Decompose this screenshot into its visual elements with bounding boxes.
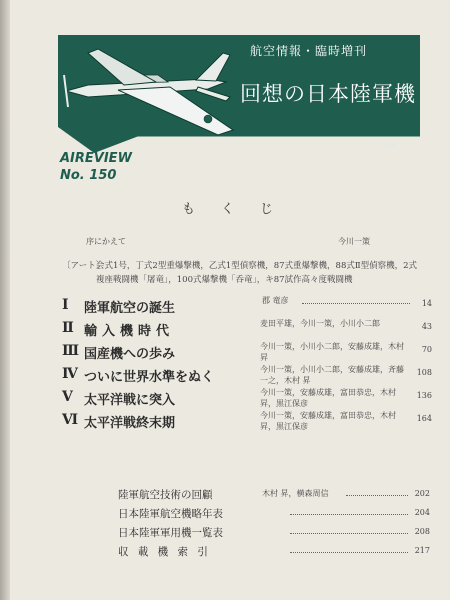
appendix-row[interactable] [118, 486, 430, 505]
art-section [62, 259, 422, 287]
chapter-number: Ⅳ [62, 366, 78, 382]
appendix-page: 202 [414, 489, 430, 498]
chapter-row[interactable] [62, 387, 432, 410]
appendix-list [118, 486, 430, 562]
chapter-row[interactable] [62, 341, 432, 364]
chapter-page: 14 [421, 299, 432, 308]
chapter-number: Ⅴ [62, 389, 73, 405]
appendix-page: 208 [414, 527, 430, 536]
chapter-authors: 今川一策，小川小二郎，安藤成雄，斉藤一之，木村 昇 [260, 365, 404, 385]
chapter-title: 太平洋戦に突入 [84, 393, 176, 408]
chapter-list [62, 295, 432, 433]
chapter-page: 108 [416, 368, 432, 377]
chapter-number: Ⅰ [62, 297, 69, 313]
chapter-page: 70 [421, 345, 432, 354]
art-text: 会式1号，丁式2型重爆撃機，乙式1型偵察機，87式重爆撃機，88式Ⅱ型偵察機，2式複座戦闘機「屠竜」，100式爆撃機「呑竜」，キ87試作高々度戦闘機 [96, 261, 418, 285]
chapter-authors: 今川一策，安藤成雄，富田恭忠，木村 昇，黒江保彦 [260, 411, 396, 431]
chapter-page: 136 [416, 391, 432, 400]
chapter-number: Ⅲ [62, 343, 80, 359]
chapter-page: 43 [421, 322, 432, 331]
leader-dots [302, 303, 410, 304]
chapter-title: ついに世界水準をぬく [84, 370, 215, 385]
appendix-authors: 木村 昇，横森周信 [262, 489, 329, 498]
appendix-row[interactable] [118, 505, 430, 524]
chapter-authors: 麦田平雄，今川一策，小川小二郎 [260, 319, 380, 328]
chapter-title: 輸入機時代 [84, 324, 175, 339]
magazine-main-title: 回想の日本陸軍機 [240, 82, 416, 106]
preface-label: 序にかえて [86, 237, 126, 246]
art-label: 〔アート〕 [62, 261, 105, 271]
chapter-title: 陸軍航空の誕生 [84, 301, 176, 316]
chapter-row[interactable] [62, 295, 432, 318]
chapter-page: 164 [416, 414, 432, 423]
brand-block [60, 150, 132, 184]
chapter-authors: 今川一策，安藤成雄，富田恭忠，木村 昇，黒江保彦 [260, 388, 396, 408]
magazine-subtitle: 航空情報・臨時増刊 [250, 44, 368, 58]
leader-dots [290, 552, 408, 553]
chapter-row[interactable] [62, 318, 432, 341]
appendix-title: 陸軍航空技術の回顧 [118, 489, 213, 501]
appendix-title: 日本陸軍航空機略年表 [118, 508, 223, 520]
appendix-title: 収 載 機 索 引 [118, 546, 211, 558]
chapter-number: Ⅵ [62, 412, 79, 428]
toc-heading: もくじ [182, 202, 300, 217]
chapter-authors: 今川一策，小川小二郎，安藤成雄，木村 昇 [260, 342, 404, 362]
appendix-row[interactable] [118, 543, 430, 562]
appendix-title: 日本陸軍軍用機一覧表 [118, 527, 223, 539]
appendix-page: 217 [414, 546, 430, 555]
chapter-title: 国産機への歩み [84, 347, 176, 362]
page-spine-shadow [0, 0, 10, 600]
brand-name: AIREVIEW [60, 151, 132, 166]
preface-author: 今川一策 [338, 237, 370, 246]
chapter-title: 太平洋戦終末期 [84, 416, 176, 431]
artist-signature: 大竹(画) [370, 141, 397, 149]
appendix-page: 204 [414, 508, 430, 517]
appendix-row[interactable] [118, 524, 430, 543]
chapter-row[interactable] [62, 410, 432, 433]
chapter-row[interactable] [62, 364, 432, 387]
leader-dots [346, 495, 408, 496]
chapter-number: Ⅱ [62, 320, 74, 336]
issue-number: No. 150 [60, 168, 117, 183]
chapter-authors: 郡 竜彦 [262, 296, 289, 305]
leader-dots [290, 533, 408, 534]
leader-dots [290, 514, 408, 515]
